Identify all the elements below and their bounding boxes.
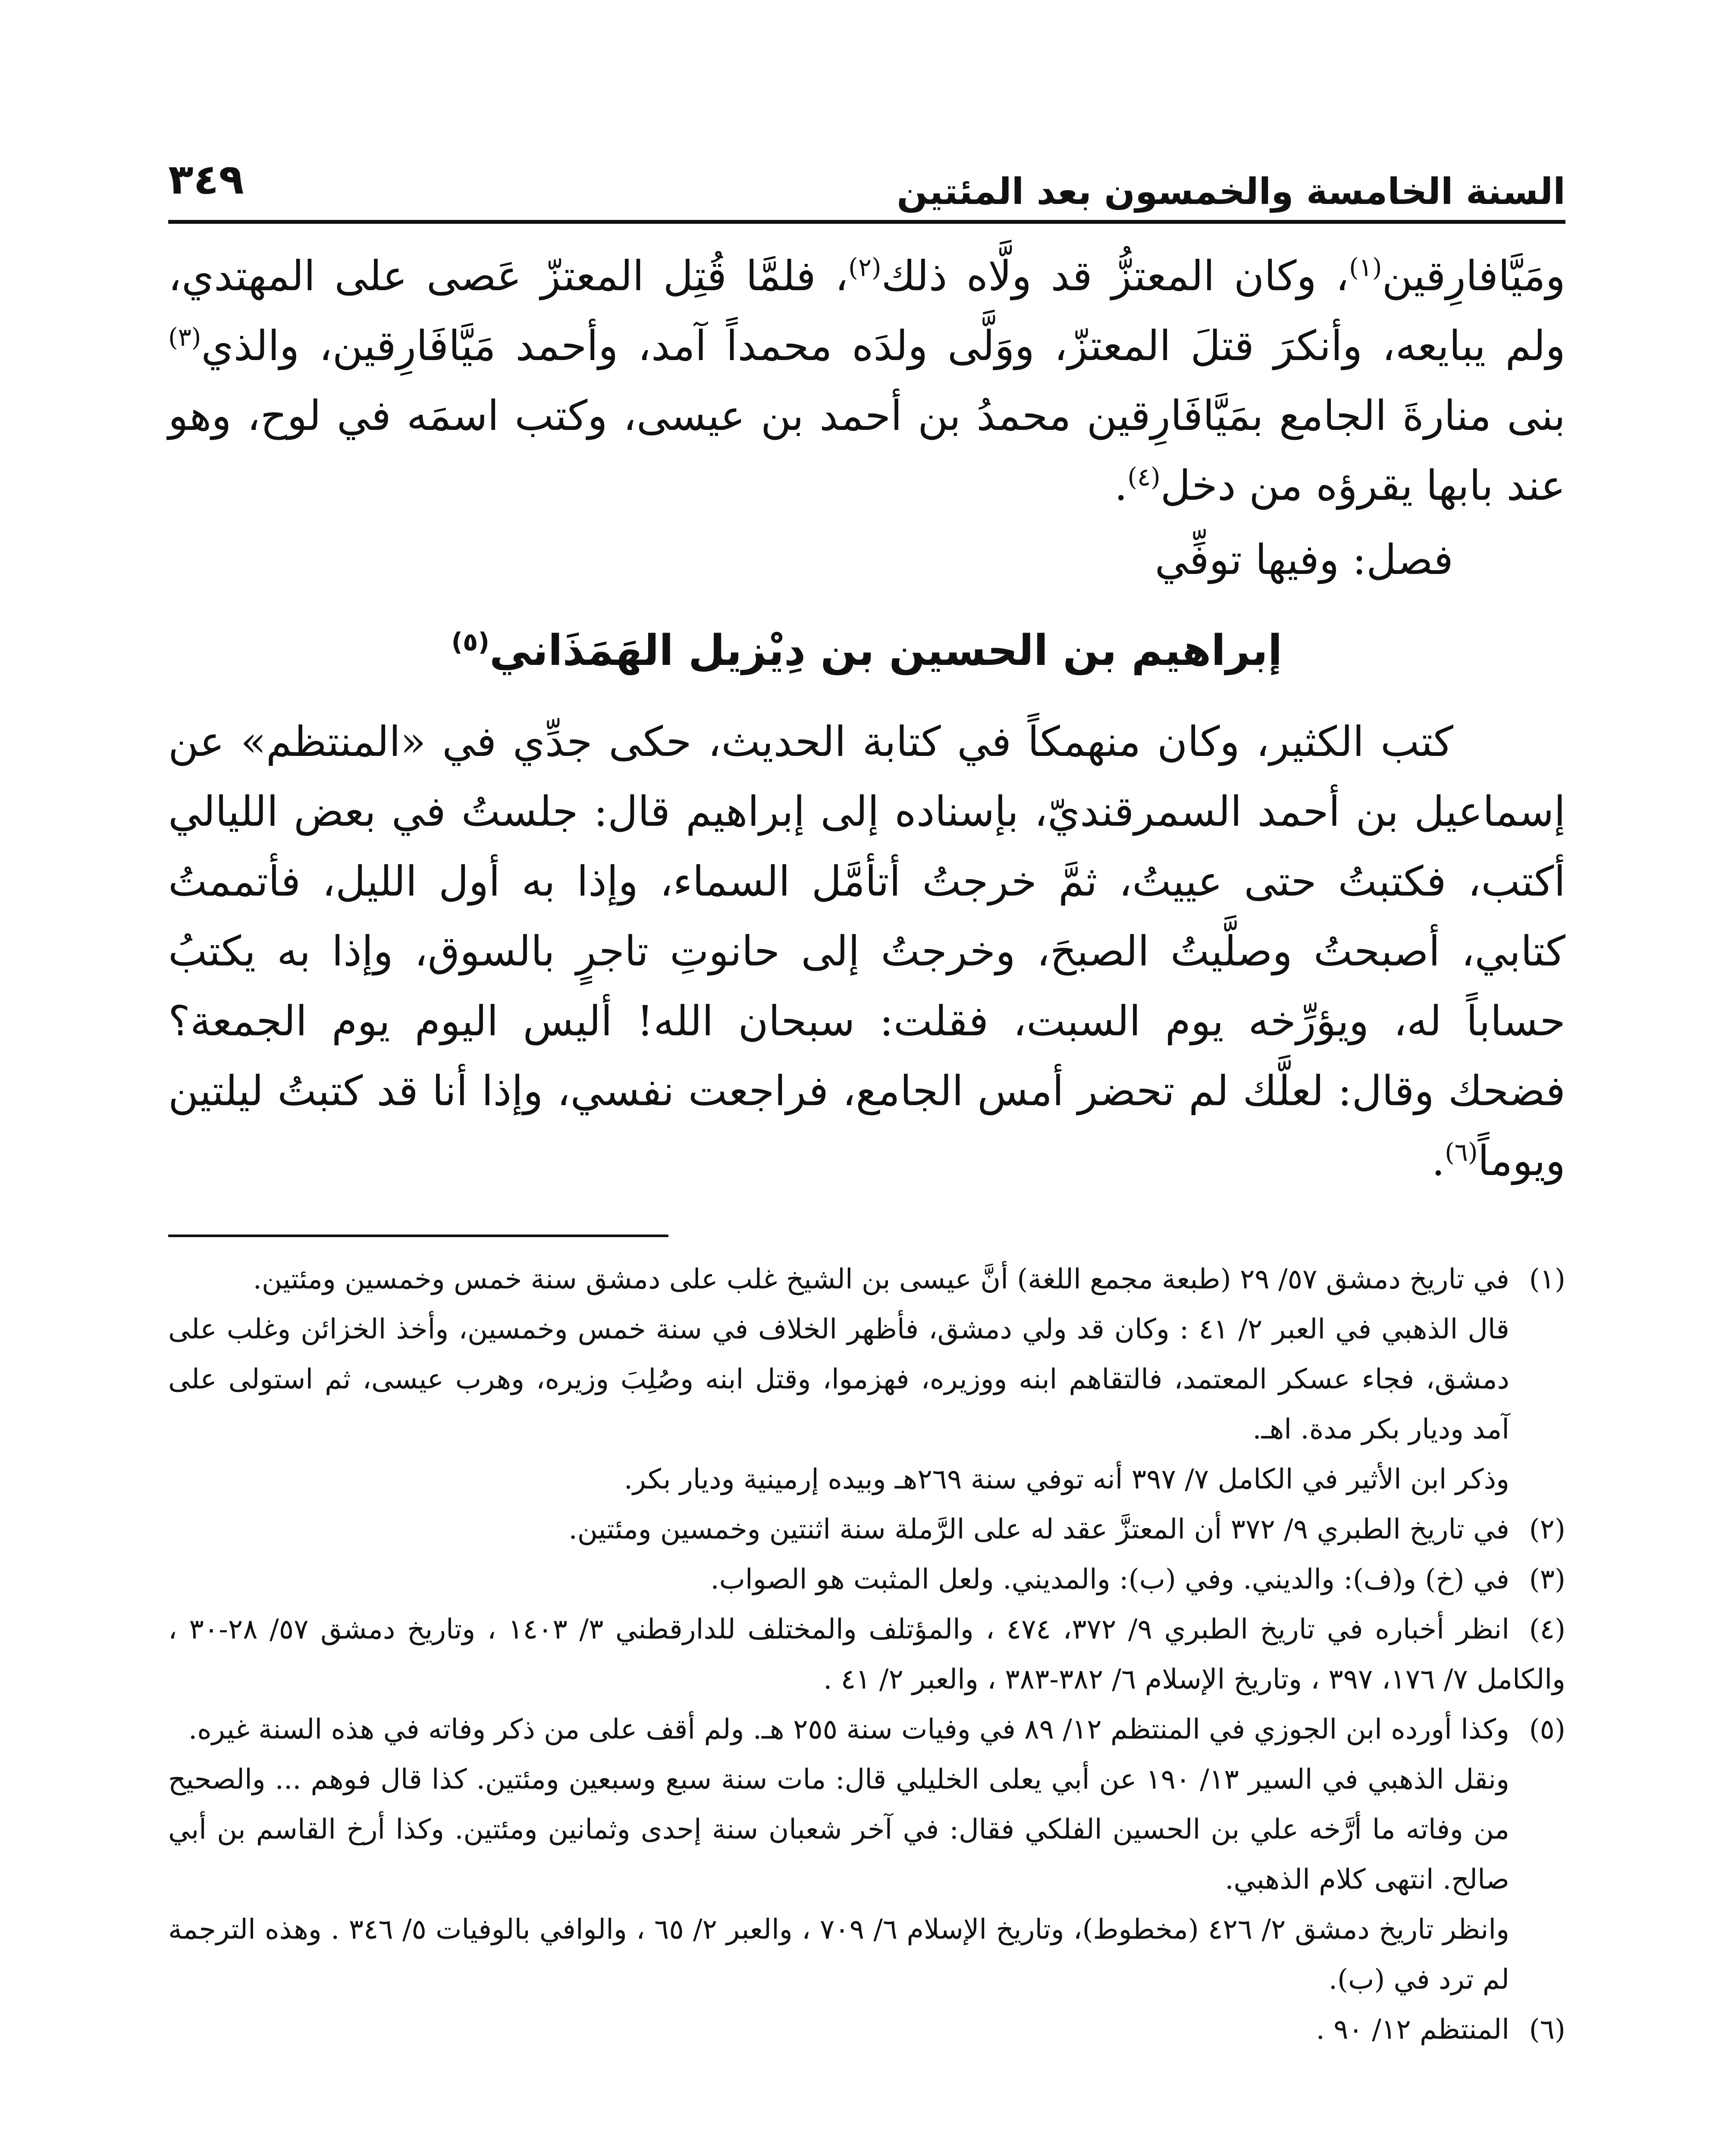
book-page [168,129,1565,2156]
footnote-ref-4: (٤) [1127,462,1160,492]
footnote-number: (٣) [1529,1564,1565,1595]
footnote-ref-2: (٢) [848,253,881,282]
footnote-text: في تاريخ دمشق ٥٧/ ٢٩ (طبعة مجمع اللغة) أنَّ عيسى بن الشيخ غلب على دمشق سنة خمس وخمسين ومئتين. [253,1263,1509,1295]
footnote-text: في (خ) و(ف): والديني. وفي (ب): والمديني. ولعل المثبت هو الصواب. [710,1564,1509,1595]
footnote-number: (٦) [1529,2014,1565,2046]
text-segment: كتب الكثير، وكان منهمكاً في كتابة الحديث، حكى جدِّي في «المنتظم» عن إسماعيل بن أحمد السمرقنديّ، بإسناده إلى إبراهيم قال: جلستُ في بعض الليالي أكتب، فكتبتُ حتى عييتُ، ثمَّ خرجتُ أتأمَّل السماء، وإذا به أول الليل، فأتممتُ كتابي، أصبحتُ وصلَّيتُ الصبحَ، وخرجتُ إلى حانوتِ تاجرٍ بالسوق، وإذا به يكتبُ حساباً له، ويؤرِّخه يوم السبت، فقلت: سبحان الله! أليس اليوم يوم الجمعة؟ فضحك وقال: لعلَّك لم تحضر أمس الجامع، فراجعت نفسي، وإذا أنا قد كتبتُ ليلتين ويوماً [168,718,1566,1185]
footnote-ref-5: (٥) [451,627,489,657]
footnote-ref-1: (١) [1349,253,1382,282]
footnote-3 [168,1554,1565,1604]
body-paragraph [168,241,1565,520]
text-segment: ، وكان المعتزُّ قد ولَّاه ذلك [881,252,1349,300]
entry-heading-text: إبراهيم بن الحسين بن دِيْزيل الهَمَذَاني [489,626,1283,675]
footnote-separator [168,1235,668,1237]
footnote-number: (٥) [1529,1714,1565,1745]
footnote-ref-3: (٣) [168,323,201,352]
footnote-1-continuation: قال الذهبي في العبر ٢/ ٤١ : وكان قد ولي دمشق، فأظهر الخلاف في سنة خمس وخمسين، وأخذ الخزائن وغلب على دمشق، فجاء عسكر المعتمد، فالتقاهم ابنه ووزيره، فهزموا، وقتل ابنه وصُلِبَ وزيره، وهرب عيسى، ثم استولى على آمد وديار بكر مدة. اهـ. [168,1313,1510,1445]
footnote-5 [168,1705,1565,1755]
text-segment: . [1114,461,1128,510]
footnote-4 [168,1604,1565,1705]
entry-paragraph [168,707,1565,1196]
footnote-ref-6: (٦) [1445,1138,1478,1167]
footnote-5-continuation: وانظر تاريخ دمشق ٢/ ٤٢٦ (مخطوط)، وتاريخ الإسلام ٦/ ٧٠٩ ، والعبر ٢/ ٦٥ ، والوافي بالوفيات ٥/ ٣٤٦ . وهذه الترجمة لم ترد في (ب). [168,1914,1510,1996]
page-number: ٣٤٩ [168,155,244,204]
footnote-number: (٤) [1529,1614,1566,1645]
footnote-2 [168,1504,1565,1554]
footnote-text: في تاريخ الطبري ٩/ ٣٧٢ أن المعتزَّ عقد له على الرَّملة سنة اثنتين وخمسين ومئتين. [568,1514,1509,1545]
footnote-text: وكذا أورده ابن الجوزي في المنتظم ١٢/ ٨٩ في وفيات سنة ٢٥٥ هـ. ولم أقف على من ذكر وفاته في هذه السنة غيره. [188,1714,1509,1745]
footnotes [168,1254,1565,2055]
text-segment: بنى منارةَ الجامع بمَيَّافَارِقين محمدُ بن أحمد بن عيسى، وكتب اسمَه في لوح، وهو عند بابها يقرؤه من دخل [168,392,1566,510]
text-segment: ومَيَّافارِقين [1382,252,1566,300]
footnote-number: (١) [1529,1263,1565,1295]
footnote-6 [168,2005,1565,2055]
text-segment: . [1431,1137,1445,1185]
entry-heading [168,618,1565,683]
page-header [168,129,1565,224]
footnote-text: انظر أخباره في تاريخ الطبري ٩/ ٣٧٢، ٤٧٤ ، والمؤتلف والمختلف للدارقطني ٣/ ١٤٠٣ ، وتاريخ دمشق ٥٧/ ٢٨-٣٠ ، والكامل ٧/ ١٧٦، ٣٩٧ ، وتاريخ الإسلام ٦/ ٣٨٢-٣٨٣ ، والعبر ٢/ ٤١ . [168,1614,1565,1695]
footnote-5-continuation: ونقل الذهبي في السير ١٣/ ١٩٠ عن أبي يعلى الخليلي قال: مات سنة سبع وسبعين ومئتين. كذا قال فوهم ... والصحيح من وفاته ما أرَّخه علي بن الحسين الفلكي فقال: في آخر شعبان سنة إحدى وثمانين ومئتين. وكذا أرخ القاسم بن أبي صالح. انتهى كلام الذهبي. [168,1764,1510,1896]
running-title: السنة الخامسة والخمسون بعد المئتين [897,170,1565,213]
footnote-number: (٢) [1529,1514,1565,1545]
main-text [168,241,1565,595]
section-label: فصل: وفيها توفِّي [1154,536,1453,584]
text-segment: ، فلمَّا قُتِل المعتزّ عَصى على المهتدي، ولم يبايعه، وأنكرَ قتلَ المعتزّ، ووَلَّى ولدَه محمداً آمد، وأحمد مَيَّافَارِقين، والذي [168,252,1565,370]
footnote-1-continuation: وذكر ابن الأثير في الكامل ٧/ ٣٩٧ أنه توفي سنة ٢٦٩هـ وبيده إرمينية وديار بكر. [624,1463,1509,1495]
footnote-1 [168,1254,1565,1304]
footnote-text: المنتظم ١٢/ ٩٠ . [1316,2014,1509,2046]
